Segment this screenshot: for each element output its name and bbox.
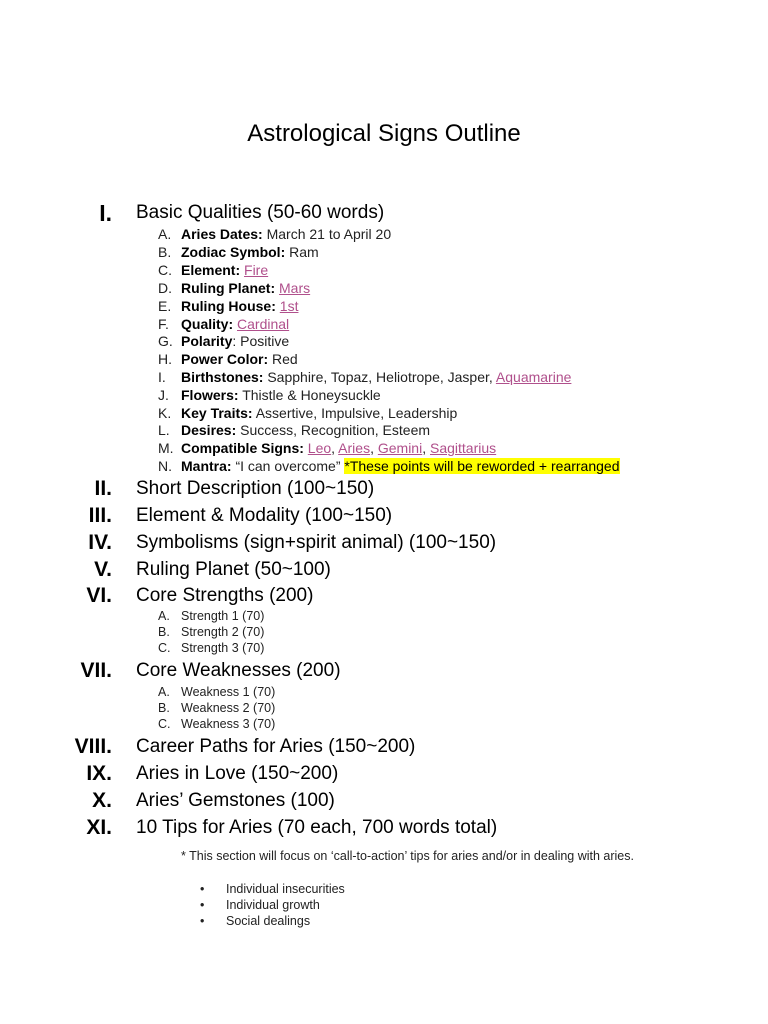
item-label: Quality:	[181, 316, 234, 332]
item-letter: D.	[158, 280, 172, 296]
tips-note: * This section will focus on ‘call-to-action’ tips for aries and/or in dealing with aries.	[181, 849, 634, 863]
ruling-planet-link[interactable]: Mars	[279, 280, 311, 296]
item-letter: C.	[158, 717, 171, 731]
bullet-icon: •	[200, 882, 205, 896]
section-9	[0, 761, 768, 787]
item-value: Red	[268, 351, 298, 367]
section-title: 10 Tips for Aries (70 each, 700 words total)	[136, 817, 498, 838]
item-label: Ruling Planet:	[181, 280, 276, 296]
item-letter: N.	[158, 458, 172, 474]
section-title: Symbolisms (sign+spirit animal) (100~150)	[136, 532, 497, 553]
item-text: Weakness 3 (70)	[181, 717, 276, 731]
item-label: Key Traits:	[181, 405, 253, 421]
item-letter: B.	[158, 625, 170, 639]
item-label: Mantra:	[181, 458, 232, 474]
separator: ,	[331, 440, 339, 456]
item-text: Strength 1 (70)	[181, 609, 265, 623]
item-label: Power Color:	[181, 351, 269, 367]
section-7	[0, 658, 768, 684]
item-value: Sapphire, Topaz, Heliotrope, Jasper,	[263, 369, 496, 385]
item-label: Aries Dates:	[181, 226, 263, 242]
bullet-text: Individual insecurities	[226, 882, 345, 896]
list-item-desires	[0, 421, 768, 439]
section-10	[0, 788, 768, 814]
list-item	[0, 684, 768, 700]
item-letter: C.	[158, 262, 172, 278]
list-item-zodiac-symbol	[0, 243, 768, 261]
list-item-polarity	[0, 332, 768, 350]
item-value: Ram	[285, 244, 319, 260]
section-6	[0, 583, 768, 609]
list-item-compatible-signs	[0, 439, 768, 457]
ruling-house-link[interactable]: 1st	[279, 298, 299, 314]
item-text: Strength 3 (70)	[181, 641, 265, 655]
list-item-quality	[0, 315, 768, 333]
item-letter: C.	[158, 641, 171, 655]
section-number: X.	[92, 789, 112, 812]
item-letter: A.	[158, 226, 172, 242]
list-item	[0, 624, 768, 640]
section-title: Aries’ Gemstones (100)	[136, 790, 335, 811]
item-letter: B.	[158, 701, 170, 715]
list-item-key-traits	[0, 404, 768, 422]
item-label: Element:	[181, 262, 241, 278]
aries-link[interactable]: Aries	[338, 440, 371, 456]
section-title: Core Strengths (200)	[136, 585, 314, 606]
list-item-element	[0, 261, 768, 279]
item-letter: I.	[158, 369, 166, 385]
gemini-link[interactable]: Gemini	[377, 440, 423, 456]
bullet-icon: •	[200, 898, 205, 912]
section-title: Core Weaknesses (200)	[136, 660, 341, 681]
quality-link[interactable]: Cardinal	[237, 316, 290, 332]
section-8	[0, 734, 768, 760]
separator: ,	[370, 440, 378, 456]
bullet-text: Individual growth	[226, 898, 320, 912]
item-label: Zodiac Symbol:	[181, 244, 286, 260]
section-2	[0, 476, 768, 502]
section-5	[0, 557, 768, 583]
section-number: VIII.	[74, 735, 112, 758]
item-letter: L.	[158, 422, 170, 438]
section-1	[0, 200, 768, 226]
section-title: Career Paths for Aries (150~200)	[136, 736, 416, 757]
section-number: IV.	[88, 531, 112, 554]
list-item	[0, 700, 768, 716]
section-number: V.	[94, 558, 112, 581]
item-label: Polarity	[181, 333, 233, 349]
separator: ,	[422, 440, 430, 456]
section-number: VI.	[86, 584, 112, 607]
item-label: Ruling House:	[181, 298, 276, 314]
item-value: Success, Recognition, Esteem	[236, 422, 431, 438]
item-value: “I can overcome”	[231, 458, 345, 474]
section-title: Aries in Love (150~200)	[136, 763, 339, 784]
item-text: Weakness 1 (70)	[181, 685, 276, 699]
list-item	[0, 608, 768, 624]
item-letter: A.	[158, 685, 170, 699]
bullet-text: Social dealings	[226, 914, 311, 928]
item-value: : Positive	[232, 333, 290, 349]
item-text: Strength 2 (70)	[181, 625, 265, 639]
section-number: IX.	[86, 762, 112, 785]
item-letter: F.	[158, 316, 169, 332]
page-title: Astrological Signs Outline	[247, 120, 521, 147]
item-label: Flowers:	[181, 387, 239, 403]
list-item-flowers	[0, 386, 768, 404]
list-item-ruling-planet	[0, 279, 768, 297]
item-label: Compatible Signs:	[181, 440, 304, 456]
list-item-aries-dates	[0, 225, 768, 243]
bullet-icon: •	[200, 914, 205, 928]
section-number: I.	[99, 200, 112, 226]
sagittarius-link[interactable]: Sagittarius	[430, 440, 497, 456]
item-letter: J.	[158, 387, 169, 403]
item-letter: G.	[158, 333, 173, 349]
section-11	[0, 815, 768, 841]
item-letter: A.	[158, 609, 170, 623]
section-number: VII.	[80, 659, 112, 682]
section-number: XI.	[86, 816, 112, 839]
section-number: III.	[88, 504, 112, 527]
section-title: Basic Qualities (50-60 words)	[136, 202, 385, 223]
section-title: Short Description (100~150)	[136, 478, 375, 499]
section-number: II.	[94, 477, 112, 500]
list-item-birthstones	[0, 368, 768, 386]
item-letter: M.	[158, 440, 174, 456]
section-title: Ruling Planet (50~100)	[136, 559, 331, 580]
item-label: Desires:	[181, 422, 237, 438]
item-letter: E.	[158, 298, 172, 314]
item-value: March 21 to April 20	[262, 226, 392, 242]
item-label: Birthstones:	[181, 369, 264, 385]
item-letter: B.	[158, 244, 172, 260]
list-item-power-color	[0, 350, 768, 368]
highlight-note: *These points will be reworded + rearranged	[344, 458, 620, 474]
list-item	[0, 640, 768, 656]
list-item-mantra	[0, 457, 768, 475]
item-value: Thistle & Honeysuckle	[238, 387, 381, 403]
aquamarine-link[interactable]: Aquamarine	[495, 369, 572, 385]
section-4	[0, 530, 768, 556]
item-text: Weakness 2 (70)	[181, 701, 276, 715]
item-value: Assertive, Impulsive, Leadership	[252, 405, 458, 421]
leo-link[interactable]: Leo	[307, 440, 332, 456]
section-3	[0, 503, 768, 529]
section-title: Element & Modality (100~150)	[136, 505, 393, 526]
list-item	[0, 716, 768, 732]
list-item-ruling-house	[0, 297, 768, 315]
item-letter: H.	[158, 351, 172, 367]
item-letter: K.	[158, 405, 172, 421]
element-link[interactable]: Fire	[244, 262, 269, 278]
